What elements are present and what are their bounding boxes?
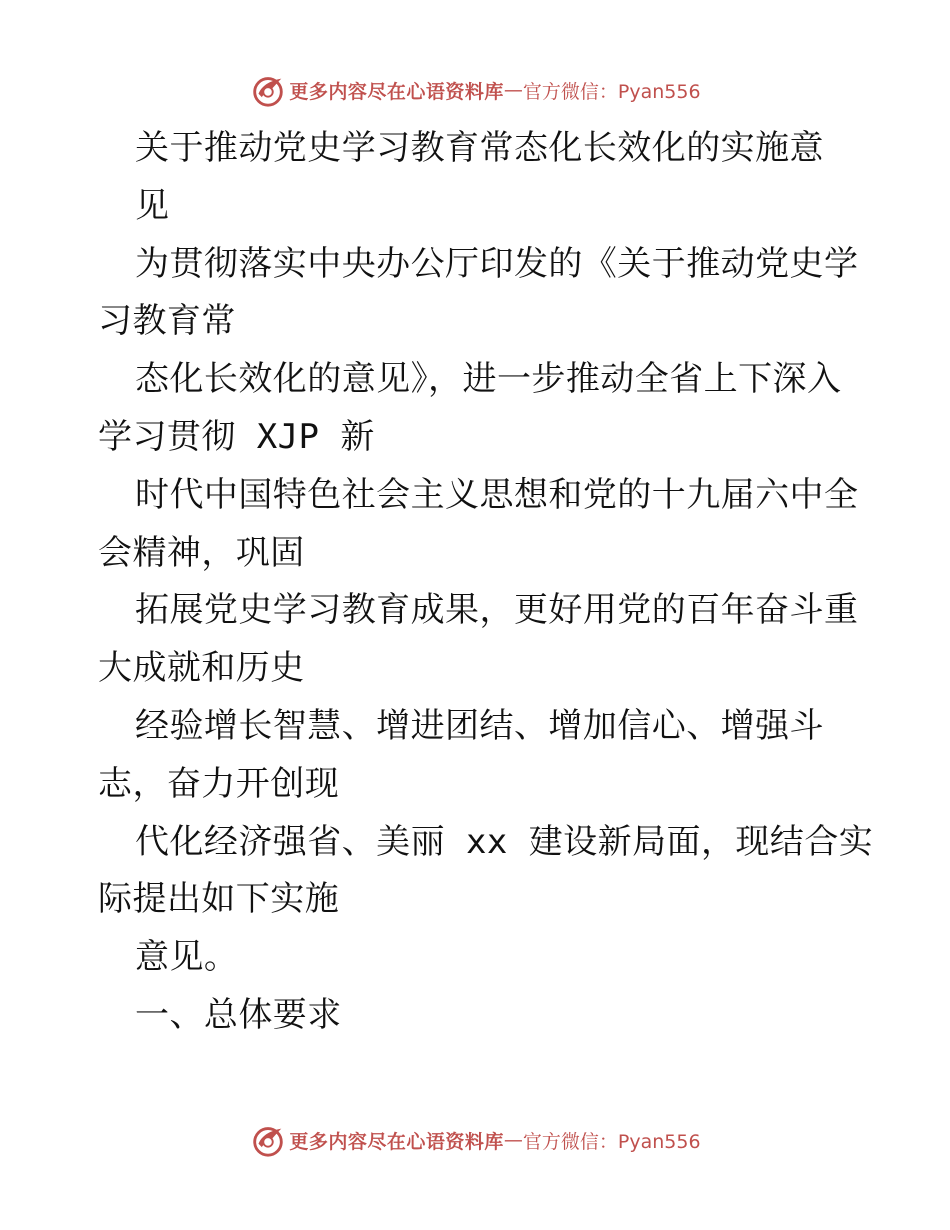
watermark-official-text: 官方微信：Pyan556 [522,80,701,103]
leaf-swirl-logo-icon [249,71,287,109]
watermark-brand-text: 更多内容尽在心语资料库 [289,80,504,103]
text-line: 意见。 [135,937,239,978]
watermark-official-text: 官方微信：Pyan556 [522,1130,701,1153]
section-heading: 一、总体要求 [135,994,342,1035]
text-line: 见 [135,185,170,226]
leaf-swirl-logo-icon [249,1121,287,1159]
text-line: 志，奋力开创现 [98,763,340,804]
footer-watermark-group [249,1121,700,1159]
text-line: 代化经济强省、美丽 xx 建设新局面，现结合实 [135,821,874,862]
header-watermark-group [249,71,700,109]
document-body [98,120,874,1045]
text-line: 时代中国特色社会主义思想和党的十九届六中全 [135,474,859,515]
text-line: 拓展党史学习教育成果，更好用党的百年奋斗重 [135,590,859,631]
text-line: 为贯彻落实中央办公厅印发的《关于推动党史学 [135,243,859,284]
text-line: 会精神，巩固 [98,532,305,573]
watermark-dash: — [503,1129,523,1151]
watermark-brand-text: 更多内容尽在心语资料库 [289,1130,504,1153]
watermark-dash: — [503,79,523,101]
text-line: 关于推动党史学习教育常态化长效化的实施意 [135,128,824,168]
text-line: 际提出如下实施 [98,879,340,920]
text-line: 习教育常 [98,301,236,342]
header-watermark [0,70,950,110]
text-line: 大成就和历史 [98,648,305,689]
footer-watermark [0,1120,950,1160]
text-line: 态化长效化的意见》，进一步推动全省上下深入 [135,359,842,400]
text-line: 经验增长智慧、增进团结、增加信心、增强斗 [135,705,824,746]
text-line: 学习贯彻 XJP 新 [98,416,375,457]
